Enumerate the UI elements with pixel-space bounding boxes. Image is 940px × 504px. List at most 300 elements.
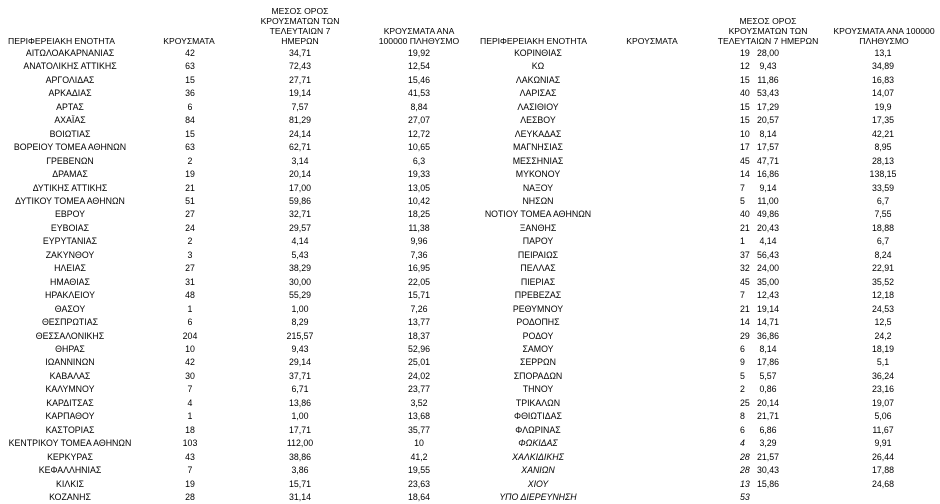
region-name-cell: ΡΟΔΟΥ	[522, 330, 554, 341]
cases-cell: 7	[740, 290, 745, 301]
table-row	[478, 262, 940, 275]
cases-cell: 28	[740, 465, 750, 476]
avg7-cell: 19,14	[756, 303, 779, 314]
table-row	[478, 208, 940, 221]
per100k-cell: 8,95	[874, 142, 892, 153]
region-name-cell: ΗΛΕΙΑΣ	[54, 263, 86, 274]
table-row	[0, 47, 476, 60]
cases-cell: 10	[185, 343, 195, 354]
per100k-cell: 17,35	[871, 115, 894, 126]
table-row	[0, 356, 476, 369]
per100k-cell: 25,01	[407, 357, 430, 368]
avg7-cell: 24,00	[756, 263, 779, 274]
region-name-cell: ΛΑΡΙΣΑΣ	[519, 88, 557, 99]
avg7-cell: 8,14	[759, 343, 777, 354]
cases-cell: 13	[740, 478, 750, 489]
table-row	[0, 316, 476, 329]
table-row	[0, 60, 476, 73]
region-name-cell: ΛΑΣΙΘΙΟΥ	[517, 101, 559, 112]
cases-cell: 63	[185, 142, 195, 153]
table-row	[0, 182, 476, 195]
avg7-cell: 12,43	[756, 290, 779, 301]
per100k-column-header: ΚΡΟΥΣΜΑΤΑ ΑΝΑ 100000 ΠΛΗΘΥΣΜΟ	[833, 26, 935, 46]
per100k-cell: 19,07	[871, 397, 894, 408]
per100k-cell: 35,77	[407, 424, 430, 435]
cases-cell: 19	[185, 169, 195, 180]
per100k-cell: 19,33	[407, 169, 430, 180]
cases-cell: 9	[740, 357, 745, 368]
per100k-cell: 7,55	[874, 209, 892, 220]
cases-cell: 15	[740, 101, 750, 112]
avg7-cell: 3,86	[291, 465, 309, 476]
per100k-cell: 8,24	[874, 249, 892, 260]
table-row	[478, 383, 940, 396]
table-row	[0, 478, 476, 491]
region-name-cell: ΚΟΖΑΝΗΣ	[49, 491, 91, 502]
avg7-cell: 0,86	[759, 384, 777, 395]
avg7-cell: 6,71	[291, 384, 309, 395]
table-row	[0, 343, 476, 356]
region-name-cell: ΚΕΡΚΥΡΑΣ	[47, 451, 93, 462]
avg7-cell: 31,14	[288, 491, 311, 502]
per100k-cell: 52,96	[407, 343, 430, 354]
region-name-cell: ΜΥΚΟΝΟΥ	[515, 169, 561, 180]
avg7-cell: 36,86	[756, 330, 779, 341]
cases-cell: 5	[740, 370, 745, 381]
region-name-cell: ΚΕΦΑΛΛΗΝΙΑΣ	[38, 465, 102, 476]
avg7-cell: 8,29	[291, 317, 309, 328]
region-name-cell: ΛΑΚΩΝΙΑΣ	[515, 74, 561, 85]
table-row	[0, 383, 476, 396]
table-row	[0, 424, 476, 437]
region-name-cell: ΞΑΝΘΗΣ	[519, 222, 557, 233]
per100k-cell: 18,88	[871, 222, 894, 233]
table-row	[478, 276, 940, 289]
region-name-cell: ΝΗΣΩΝ	[522, 195, 554, 206]
region-name-cell: ΔΥΤΙΚΟΥ ΤΟΜΕΑ ΑΘΗΝΩΝ	[15, 195, 125, 206]
region-name-cell: ΝΟΤΙΟΥ ΤΟΜΕΑ ΑΘΗΝΩΝ	[484, 209, 592, 220]
avg7-cell: 13,86	[288, 397, 311, 408]
table-row	[0, 101, 476, 114]
cases-cell: 48	[185, 290, 195, 301]
cases-cell: 15	[740, 74, 750, 85]
per100k-cell: 5,1	[876, 357, 890, 368]
cases-cell: 7	[187, 384, 193, 395]
per100k-cell: 13,1	[874, 48, 892, 58]
region-name-cell: ΒΟΙΩΤΙΑΣ	[49, 128, 91, 139]
avg7-cell: 7,57	[291, 101, 309, 112]
avg7-cell: 17,29	[756, 101, 779, 112]
table-row	[478, 316, 940, 329]
table-row	[478, 222, 940, 235]
avg7-cell: 20,43	[756, 222, 779, 233]
per100k-cell: 24,2	[874, 330, 892, 341]
per100k-cell: 11,38	[408, 222, 430, 233]
table-row	[0, 451, 476, 464]
region-name-cell: ΘΕΣΣΑΛΟΝΙΚΗΣ	[35, 330, 105, 341]
region-name-cell: ΣΕΡΡΩΝ	[520, 357, 556, 368]
region-name-cell: ΑΡΚΑΔΙΑΣ	[48, 88, 92, 99]
table-row	[0, 289, 476, 302]
avg7-cell: 49,86	[756, 209, 779, 220]
table-row	[0, 410, 476, 423]
avg7-cell: 1,00	[291, 411, 309, 422]
cases-cell: 42	[185, 357, 195, 368]
avg7-cell: 20,14	[756, 397, 779, 408]
avg7-cell: 3,29	[759, 438, 777, 449]
right-cases-table	[478, 0, 940, 504]
region-name-cell: ΑΙΤΩΛΟΑΚΑΡΝΑΝΙΑΣ	[25, 48, 115, 58]
table-row	[478, 437, 940, 450]
region-name-cell: ΦΛΩΡΙΝΑΣ	[515, 424, 561, 435]
region-name-cell: ΚΩ	[531, 61, 545, 72]
cases-cell: 18	[185, 424, 195, 435]
cases-cell: 84	[185, 115, 195, 126]
per100k-cell: 18,64	[407, 491, 430, 502]
avg7-cell: 14,71	[756, 317, 779, 328]
per100k-cell: 10,65	[407, 142, 430, 153]
per100k-cell: 14,07	[871, 88, 894, 99]
avg7-cell: 20,57	[756, 115, 779, 126]
region-name-cell: ΑΧΑΪΑΣ	[54, 115, 86, 126]
region-name-cell: ΡΟΔΟΠΗΣ	[516, 317, 560, 328]
table-row	[478, 155, 940, 168]
table-row	[0, 168, 476, 181]
table-row	[0, 491, 476, 504]
per100k-cell: 138,15	[869, 169, 897, 180]
table-row	[478, 235, 940, 248]
region-name-cell: ΧΑΝΙΩΝ	[521, 465, 555, 476]
per100k-cell: 27,07	[407, 115, 430, 126]
cases-cell: 1	[187, 411, 193, 422]
cases-cell: 6	[187, 317, 193, 328]
per100k-cell: 12,18	[871, 290, 894, 301]
cases-cell: 7	[187, 465, 193, 476]
cases-cell: 45	[740, 155, 750, 166]
per100k-cell: 23,63	[407, 478, 430, 489]
cases-cell: 4	[740, 438, 745, 449]
avg7-cell: 37,71	[288, 370, 311, 381]
avg7-cell: 6,86	[759, 424, 777, 435]
per100k-cell: 19,55	[407, 465, 430, 476]
per100k-cell: 8,84	[410, 101, 428, 112]
cases-cell: 204	[182, 330, 198, 341]
table-row	[0, 464, 476, 477]
region-name-cell: ΡΕΘΥΜΝΟΥ	[512, 303, 564, 314]
table-row	[478, 343, 940, 356]
avg7-cell: 72,43	[288, 61, 311, 72]
per100k-cell: 9,91	[874, 438, 892, 449]
region-name-cell: ΖΑΚΥΝΘΟΥ	[45, 249, 95, 260]
cases-cell: 31	[185, 276, 195, 287]
region-column-header: ΠΕΡΙΦΕΡΕΙΑΚΗ ΕΝΟΤΗΤΑ	[480, 36, 587, 46]
avg7-cell: 24,14	[288, 128, 311, 139]
avg7-cell: 55,29	[288, 290, 311, 301]
table-row	[0, 128, 476, 141]
cases-cell: 27	[185, 209, 195, 220]
region-name-cell: ΚΑΣΤΟΡΙΑΣ	[45, 424, 95, 435]
cases-cell: 15	[740, 115, 750, 126]
per100k-cell: 7,26	[410, 303, 428, 314]
avg7-cell: 29,14	[288, 357, 311, 368]
avg7-cell: 20,14	[288, 169, 311, 180]
table-row	[478, 47, 940, 60]
avg7-cell: 17,57	[756, 142, 779, 153]
cases-cell: 51	[185, 195, 195, 206]
table-row	[478, 114, 940, 127]
per100k-cell: 9,96	[410, 236, 428, 247]
avg7-cell: 30,43	[756, 465, 779, 476]
region-name-cell: ΦΩΚΙΔΑΣ	[518, 438, 558, 449]
region-name-cell: ΧΑΛΚΙΔΙΚΗΣ	[512, 451, 564, 462]
per100k-cell: 35,52	[871, 276, 894, 287]
cases-cell: 40	[740, 88, 750, 99]
region-name-cell: ΣΑΜΟΥ	[522, 343, 554, 354]
per100k-cell: 42,21	[871, 128, 894, 139]
region-name-cell: ΚΕΝΤΡΙΚΟΥ ΤΟΜΕΑ ΑΘΗΝΩΝ	[8, 438, 132, 449]
region-name-cell: ΚΑΡΠΑΘΟΥ	[45, 411, 95, 422]
per100k-cell: 5,06	[874, 411, 892, 422]
cases-cell: 4	[187, 397, 193, 408]
avg7-cell: 17,00	[288, 182, 311, 193]
avg7-cell: 38,29	[288, 263, 311, 274]
per100k-cell: 41,53	[407, 88, 430, 99]
region-name-cell: ΝΑΞΟΥ	[522, 182, 554, 193]
table-row	[0, 276, 476, 289]
per100k-cell: 13,68	[407, 411, 430, 422]
cases-cell: 63	[185, 61, 195, 72]
region-name-cell: ΑΝΑΤΟΛΙΚΗΣ ΑΤΤΙΚΗΣ	[23, 61, 117, 72]
avg7-cell: 53,43	[756, 88, 779, 99]
per100k-cell: 6,7	[876, 195, 890, 206]
cases-column-header: ΚΡΟΥΣΜΑΤΑ	[626, 36, 678, 46]
table-row	[478, 141, 940, 154]
avg7-cell: 9,43	[291, 343, 309, 354]
region-name-cell: ΠΕΛΛΑΣ	[520, 263, 556, 274]
avg7-cell: 19,14	[288, 88, 311, 99]
avg7-cell: 21,57	[756, 451, 779, 462]
table-row	[478, 289, 940, 302]
per100k-cell: 18,19	[871, 343, 894, 354]
per100k-cell: 18,37	[407, 330, 430, 341]
table-row	[478, 410, 940, 423]
avg7-cell: 21,71	[756, 411, 779, 422]
avg7-cell: 47,71	[756, 155, 779, 166]
table-row	[0, 222, 476, 235]
avg7-column-header: ΜΕΣΟΣ ΟΡΟΣ ΚΡΟΥΣΜΑΤΩΝ ΤΩΝ ΤΕΛΕΥΤΑΙΩΝ 7 ΗΜΕΡΩΝ	[260, 6, 340, 46]
cases-cell: 42	[185, 48, 195, 58]
cases-cell: 21	[185, 182, 195, 193]
per100k-cell: 15,46	[407, 74, 430, 85]
avg7-cell: 56,43	[756, 249, 779, 260]
table-row	[0, 87, 476, 100]
region-name-cell: ΚΟΡΙΝΘΙΑΣ	[514, 48, 562, 58]
table-row	[478, 195, 940, 208]
table-row	[478, 356, 940, 369]
cases-cell: 30	[185, 370, 195, 381]
region-name-cell: ΣΠΟΡΑΔΩΝ	[513, 370, 563, 381]
table-row	[478, 168, 940, 181]
avg7-cell: 5,43	[291, 249, 309, 260]
table-row	[0, 208, 476, 221]
region-name-cell: ΦΘΙΩΤΙΔΑΣ	[514, 411, 562, 422]
left-header-row	[0, 0, 476, 47]
cases-cell: 21	[740, 222, 750, 233]
per100k-cell: 6,3	[412, 155, 426, 166]
per100k-cell: 3,52	[410, 397, 428, 408]
cases-cell: 19	[185, 478, 195, 489]
cases-cell: 7	[740, 182, 745, 193]
cases-cell: 14	[740, 317, 750, 328]
per100k-cell: 15,71	[407, 290, 430, 301]
cases-cell: 25	[740, 397, 750, 408]
cases-cell: 2	[187, 236, 193, 247]
region-name-cell: ΠΡΕΒΕΖΑΣ	[514, 290, 562, 301]
table-row	[478, 424, 940, 437]
table-row	[478, 330, 940, 343]
cases-cell: 3	[187, 249, 193, 260]
avg7-cell: 35,00	[756, 276, 779, 287]
per100k-cell	[826, 491, 940, 504]
avg7-column-header: ΜΕΣΟΣ ΟΡΟΣ ΚΡΟΥΣΜΑΤΩΝ ΤΩΝ ΤΕΛΕΥΤΑΙΩΝ 7 ΗΜΕΡΩΝ	[717, 16, 819, 46]
cases-cell: 2	[187, 155, 193, 166]
table-row	[0, 114, 476, 127]
region-name-cell: ΚΑΡΔΙΤΣΑΣ	[46, 397, 94, 408]
right-header-row	[478, 0, 940, 47]
avg7-cell: 30,00	[288, 276, 311, 287]
cases-cell: 14	[740, 169, 750, 180]
region-name-cell: ΗΡΑΚΛΕΙΟΥ	[45, 290, 95, 301]
per100k-cell: 16,95	[407, 263, 430, 274]
avg7-cell: 4,14	[291, 236, 309, 247]
cases-cell: 6	[740, 424, 745, 435]
cases-cell: 28	[185, 491, 195, 502]
per100k-cell: 24,53	[871, 303, 894, 314]
table-row	[0, 235, 476, 248]
region-name-cell: ΑΡΓΟΛΙΔΑΣ	[45, 74, 95, 85]
region-name-cell: ΥΠΟ ΔΙΕΡΕΥΝΗΣΗ	[499, 491, 577, 502]
cases-cell: 45	[740, 276, 750, 287]
region-name-cell: ΔΥΤΙΚΗΣ ΑΤΤΙΚΗΣ	[32, 182, 108, 193]
per100k-cell: 13,77	[407, 317, 430, 328]
region-name-cell: ΛΕΥΚΑΔΑΣ	[514, 128, 562, 139]
avg7-cell: 62,71	[288, 142, 311, 153]
avg7-cell: 38,86	[288, 451, 311, 462]
cases-cell: 21	[740, 303, 750, 314]
table-row	[0, 155, 476, 168]
avg7-cell: 17,86	[756, 357, 779, 368]
per100k-cell: 10	[414, 438, 424, 449]
region-name-cell: ΤΗΝΟΥ	[522, 384, 554, 395]
region-name-cell: ΓΡΕΒΕΝΩΝ	[46, 155, 94, 166]
region-name-cell: ΛΕΣΒΟΥ	[520, 115, 556, 126]
avg7-cell: 16,86	[756, 169, 779, 180]
avg7-cell: 4,14	[759, 236, 777, 247]
table-row	[0, 437, 476, 450]
region-column-header: ΠΕΡΙΦΕΡΕΙΑΚΗ ΕΝΟΤΗΤΑ	[8, 36, 115, 46]
per100k-cell: 19,9	[874, 101, 892, 112]
avg7-cell: 28,00	[756, 48, 779, 58]
region-name-cell: ΔΡΑΜΑΣ	[52, 169, 88, 180]
region-name-cell: ΕΥΡΥΤΑΝΙΑΣ	[42, 236, 98, 247]
table-row	[478, 491, 940, 504]
table-row	[478, 397, 940, 410]
avg7-cell: 9,14	[759, 182, 777, 193]
avg7-cell: 15,86	[756, 478, 779, 489]
per100k-cell: 23,77	[407, 384, 430, 395]
region-name-cell: ΠΑΡΟΥ	[522, 236, 554, 247]
table-row	[478, 451, 940, 464]
avg7-cell	[710, 491, 826, 504]
avg7-cell: 15,71	[288, 478, 311, 489]
region-name-cell: ΜΑΓΝΗΣΙΑΣ	[513, 142, 563, 153]
avg7-cell: 1,00	[291, 303, 309, 314]
region-name-cell: ΜΕΣΣΗΝΙΑΣ	[512, 155, 564, 166]
table-row	[478, 182, 940, 195]
cases-cell: 1	[740, 236, 745, 247]
table-row	[478, 303, 940, 316]
table-row	[478, 370, 940, 383]
table-row	[478, 128, 940, 141]
region-name-cell: ΠΙΕΡΙΑΣ	[520, 276, 556, 287]
cases-cell: 17	[740, 142, 750, 153]
per100k-cell: 34,89	[871, 61, 894, 72]
avg7-cell: 29,57	[288, 222, 311, 233]
per100k-cell: 12,54	[407, 61, 430, 72]
per100k-cell: 24,02	[407, 370, 430, 381]
table-row	[478, 464, 940, 477]
cases-cell: 6	[187, 101, 193, 112]
cases-cell: 28	[740, 451, 750, 462]
per100k-cell: 12,72	[407, 128, 430, 139]
region-name-cell: ΤΡΙΚΑΛΩΝ	[515, 397, 561, 408]
region-name-cell: ΗΜΑΘΙΑΣ	[50, 276, 90, 287]
table-row	[478, 101, 940, 114]
per100k-cell: 6,7	[876, 236, 890, 247]
avg7-cell: 11,00	[757, 195, 779, 206]
cases-cell: 15	[185, 128, 195, 139]
per100k-cell: 11,67	[872, 424, 894, 435]
table-row	[0, 397, 476, 410]
table-row	[0, 195, 476, 208]
cases-cell: 6	[740, 343, 745, 354]
cases-cell: 5	[740, 195, 745, 206]
per100k-cell: 19,92	[407, 48, 430, 58]
cases-cell: 24	[185, 222, 195, 233]
cases-cell: 36	[185, 88, 195, 99]
cases-column-header: ΚΡΟΥΣΜΑΤΑ	[163, 36, 215, 46]
per100k-cell: 12,5	[874, 317, 892, 328]
region-name-cell: ΙΩΑΝΝΙΝΩΝ	[45, 357, 95, 368]
region-name-cell: ΚΑΛΥΜΝΟΥ	[45, 384, 95, 395]
cases-cell: 2	[740, 384, 745, 395]
region-name-cell: ΚΙΛΚΙΣ	[56, 478, 84, 489]
avg7-cell: 81,29	[288, 115, 311, 126]
cases-cell: 53	[740, 491, 750, 502]
cases-cell: 103	[182, 438, 198, 449]
per100k-cell: 28,13	[871, 155, 894, 166]
cases-cell: 15	[185, 74, 195, 85]
table-row	[0, 249, 476, 262]
per100k-cell: 13,05	[407, 182, 430, 193]
per100k-cell: 22,91	[871, 263, 894, 274]
table-row	[0, 74, 476, 87]
per100k-cell: 33,59	[871, 182, 894, 193]
per100k-cell: 36,24	[871, 370, 894, 381]
per100k-cell: 41,2	[410, 451, 428, 462]
region-name-cell: ΘΕΣΠΡΩΤΙΑΣ	[41, 317, 99, 328]
region-name-cell: ΕΥΒΟΙΑΣ	[50, 222, 90, 233]
